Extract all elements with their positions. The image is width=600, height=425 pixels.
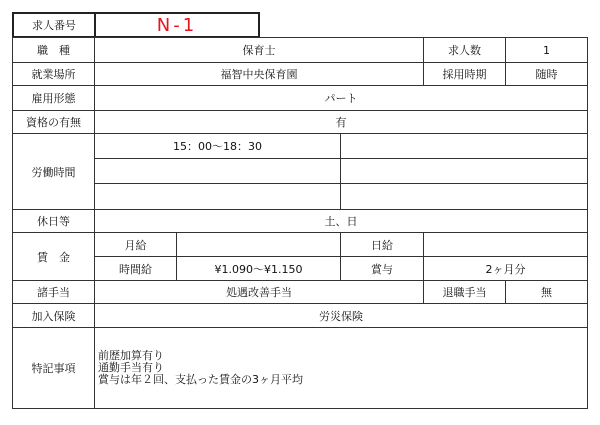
notes-line: 通勤手当有り — [98, 361, 164, 374]
hiring-period-value: 随時 — [505, 62, 588, 86]
workplace-label: 就業場所 — [12, 62, 95, 86]
daily-wage-value — [423, 232, 588, 257]
hourly-wage-value: ¥1.090～¥1.150 — [176, 256, 341, 281]
insurance-value: 労災保険 — [94, 303, 588, 328]
monthly-wage-label: 月給 — [94, 232, 177, 257]
working-hours-slot — [94, 183, 341, 210]
qualification-value: 有 — [94, 110, 588, 134]
allowances-value: 処遇改善手当 — [94, 280, 424, 304]
occupation-label: 職 種 — [12, 37, 95, 63]
openings-label: 求人数 — [423, 37, 506, 63]
working-hours-label: 労働時間 — [12, 133, 95, 210]
notes-label: 特記事項 — [12, 327, 95, 409]
job-number-label: 求人番号 — [12, 12, 96, 38]
working-hours-slot — [340, 133, 588, 159]
daily-wage-label: 日給 — [340, 232, 424, 257]
retirement-label: 退職手当 — [423, 280, 506, 304]
bonus-label: 賞与 — [340, 256, 424, 281]
monthly-wage-value — [176, 232, 341, 257]
qualification-label: 資格の有無 — [12, 110, 95, 134]
holidays-label: 休日等 — [12, 209, 95, 233]
notes-line: 前歴加算有り — [98, 349, 164, 362]
working-hours-slot — [340, 183, 588, 210]
occupation-value: 保育士 — [94, 37, 424, 63]
allowances-label: 諸手当 — [12, 280, 95, 304]
working-hours-slot — [94, 158, 341, 184]
notes-line: 賞与は年２回、支払った賃金の3ヶ月平均 — [98, 373, 303, 386]
employment-type-value: パート — [94, 85, 588, 111]
bonus-value: 2ヶ月分 — [423, 256, 588, 281]
job-number-value: N-1 — [94, 12, 260, 38]
hiring-period-label: 採用時期 — [423, 62, 506, 86]
holidays-value: 土、日 — [94, 209, 588, 233]
notes-content — [94, 327, 588, 409]
openings-value: 1 — [505, 37, 588, 63]
hourly-wage-label: 時間給 — [94, 256, 177, 281]
retirement-value: 無 — [505, 280, 588, 304]
insurance-label: 加入保険 — [12, 303, 95, 328]
employment-type-label: 雇用形態 — [12, 85, 95, 111]
working-hours-slot: 15：00～18：30 — [94, 133, 341, 159]
working-hours-slot — [340, 158, 588, 184]
wage-label: 賃 金 — [12, 232, 95, 281]
workplace-value: 福智中央保育園 — [94, 62, 424, 86]
